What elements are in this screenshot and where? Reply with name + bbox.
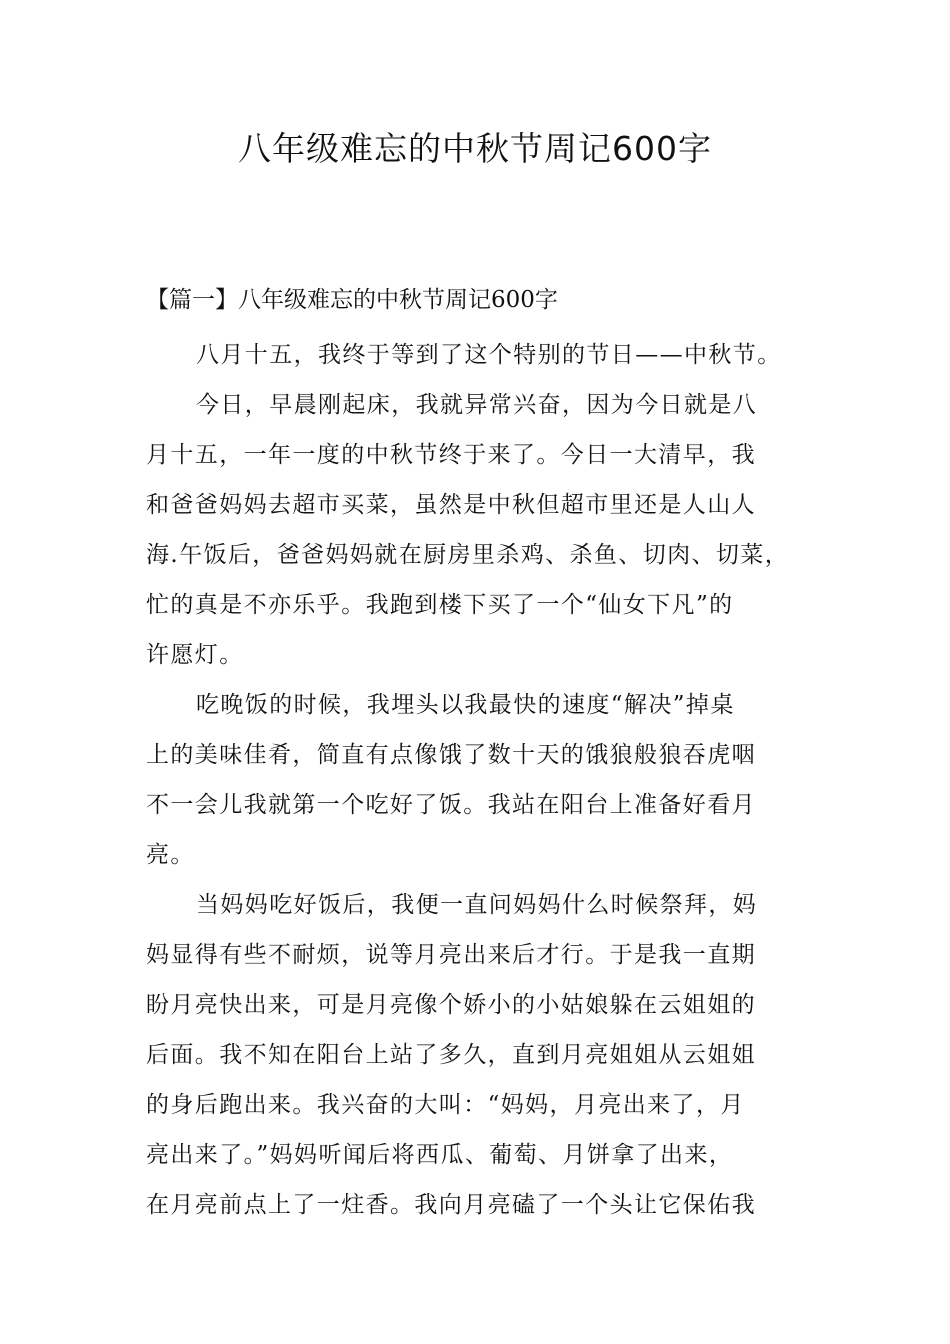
paragraph <box>146 680 826 880</box>
text-line: 许愿灯。 <box>146 642 244 668</box>
text-line: 盼月亮快出来，可是月亮像个娇小的小姑娘躲在云姐姐的 <box>146 992 756 1018</box>
section-heading: 【篇一】八年级难忘的中秋节周记600字 <box>146 287 558 313</box>
text-line: 在月亮前点上了一炷香。我向月亮磕了一个头让它保佑我 <box>146 1192 756 1218</box>
text-line: 妈显得有些不耐烦，说等月亮出来后才行。于是我一直期 <box>146 942 756 968</box>
body-text <box>146 330 826 1230</box>
text-line: 忙的真是不亦乐乎。我跑到楼下买了一个“仙女下凡”的 <box>146 592 734 618</box>
text-line: 亮。 <box>146 842 195 868</box>
text-line: 亮出来了。”妈妈听闻后将西瓜、葡萄、月饼拿了出来， <box>146 1142 734 1168</box>
text-line: 上的美味佳肴，简直有点像饿了数十天的饿狼般狼吞虎咽 <box>146 742 756 768</box>
text-line: 不一会儿我就第一个吃好了饭。我站在阳台上准备好看月 <box>146 792 756 818</box>
text-line: 后面。我不知在阳台上站了多久，直到月亮姐姐从云姐姐 <box>146 1042 756 1068</box>
text-line: 的身后跑出来。我兴奋的大叫：“妈妈，月亮出来了，月 <box>146 1092 745 1118</box>
paragraph <box>146 380 826 680</box>
paragraph <box>146 880 826 1230</box>
text-line: 当妈妈吃好饭后，我便一直问妈妈什么时候祭拜，妈 <box>196 892 758 918</box>
text-line: 八月十五，我终于等到了这个特别的节日——中秋节。 <box>196 342 782 368</box>
text-line: 海.午饭后，爸爸妈妈就在厨房里杀鸡、杀鱼、切肉、切菜， <box>146 542 790 568</box>
text-line: 今日，早晨刚起床，我就异常兴奋，因为今日就是八 <box>196 392 758 418</box>
text-line: 月十五，一年一度的中秋节终于来了。今日一大清早，我 <box>146 442 756 468</box>
paragraph <box>146 330 826 380</box>
document-title: 八年级难忘的中秋节周记600字 <box>238 129 712 168</box>
text-line: 吃晚饭的时候，我埋头以我最快的速度“解决”掉桌 <box>196 692 735 718</box>
text-line: 和爸爸妈妈去超市买菜，虽然是中秋但超市里还是人山人 <box>146 492 756 518</box>
